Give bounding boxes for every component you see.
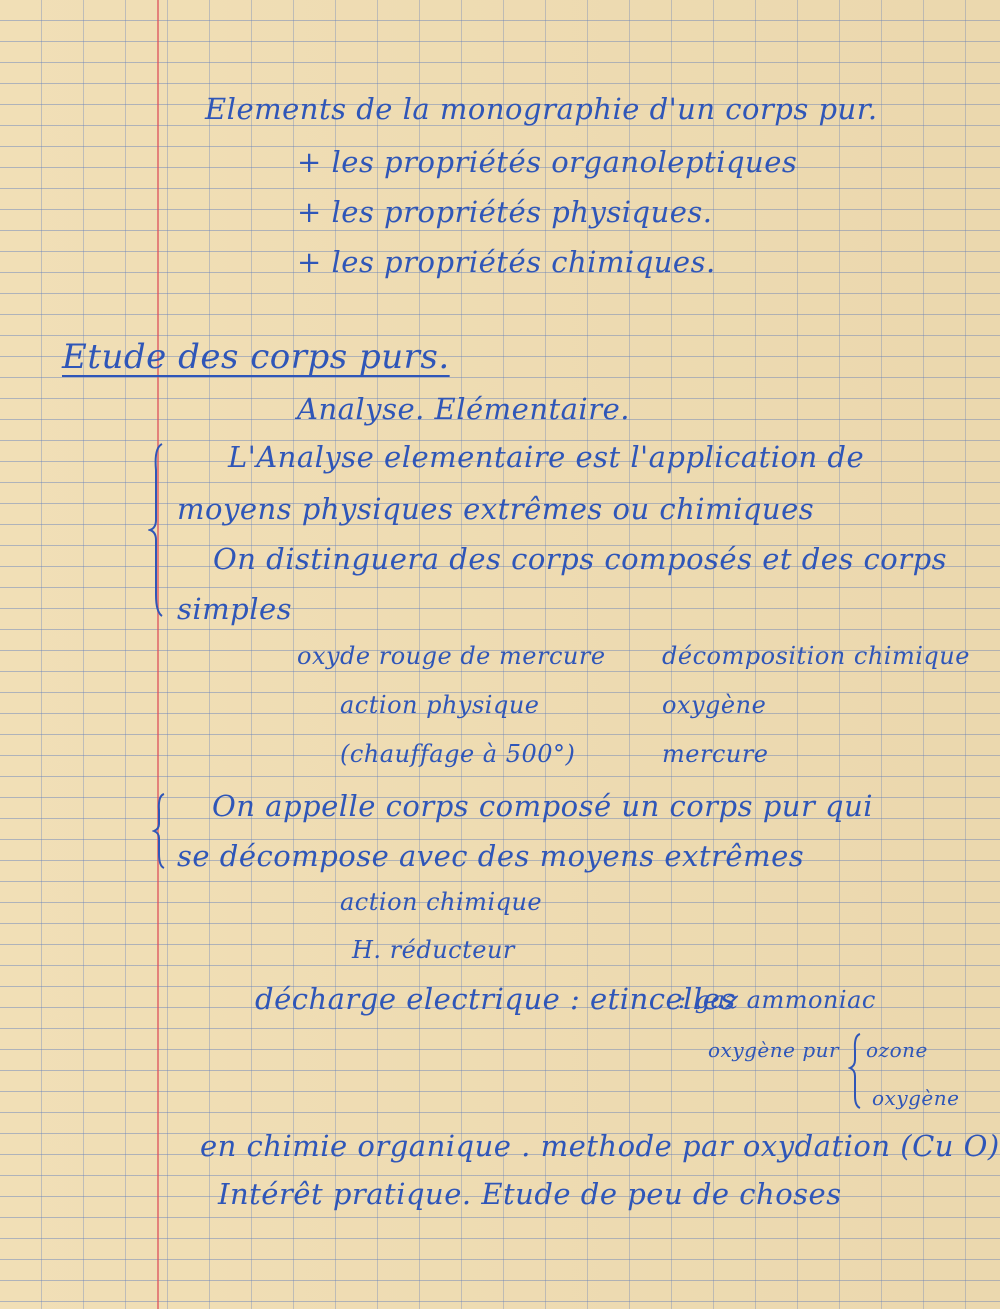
p2-line-5-left: décharge electrique : etincelles	[255, 982, 736, 1016]
ozone-left: oxygène pur	[708, 1038, 840, 1062]
heading-item-1: + les propriétés organoleptiques	[297, 145, 798, 179]
example-line-1-right: décomposition chimique	[662, 642, 970, 670]
ozone-a: ozone	[866, 1038, 928, 1062]
heading-item-2: + les propriétés physiques.	[297, 195, 713, 229]
heading-title: Elements de la monographie d'un corps pur.	[205, 92, 878, 126]
p2-line-4: H. réducteur	[352, 936, 515, 964]
example-line-2-left: action physique	[340, 691, 540, 719]
section-subtitle: Analyse. Elémentaire.	[297, 392, 630, 426]
brace-3	[848, 1030, 864, 1110]
ozone-b: oxygène	[872, 1086, 960, 1110]
example-line-3-left: (chauffage à 500°)	[340, 740, 576, 768]
p1-line-4: simples	[177, 592, 293, 626]
p1-line-3: On distinguera des corps composés et des corps	[213, 542, 948, 576]
p2-line-1: On appelle corps composé un corps pur qui	[212, 789, 874, 823]
section-title: Etude des corps purs.	[62, 337, 450, 377]
example-line-2-right: oxygène	[662, 691, 767, 719]
example-line-1-left: oxyde rouge de mercure	[297, 642, 606, 670]
p2-line-5-right: : gaz ammoniac	[678, 986, 876, 1014]
p2-line-2: se décompose avec des moyens extrêmes	[177, 839, 805, 873]
p1-line-2: moyens physiques extrêmes ou chimiques	[177, 492, 815, 526]
brace-2	[152, 790, 170, 870]
p1-line-1: L'Analyse elementaire est l'application de	[228, 440, 865, 474]
margin-line	[157, 0, 159, 1309]
p3-line-1: en chimie organique . methode par oxydation (Cu O)	[200, 1129, 1000, 1163]
p2-line-3: action chimique	[340, 888, 543, 916]
heading-item-3: + les propriétés chimiques.	[297, 245, 716, 279]
p3-line-2: Intérêt pratique. Etude de peu de choses	[218, 1177, 842, 1211]
brace-1	[148, 440, 168, 620]
example-line-3-right: mercure	[662, 740, 769, 768]
